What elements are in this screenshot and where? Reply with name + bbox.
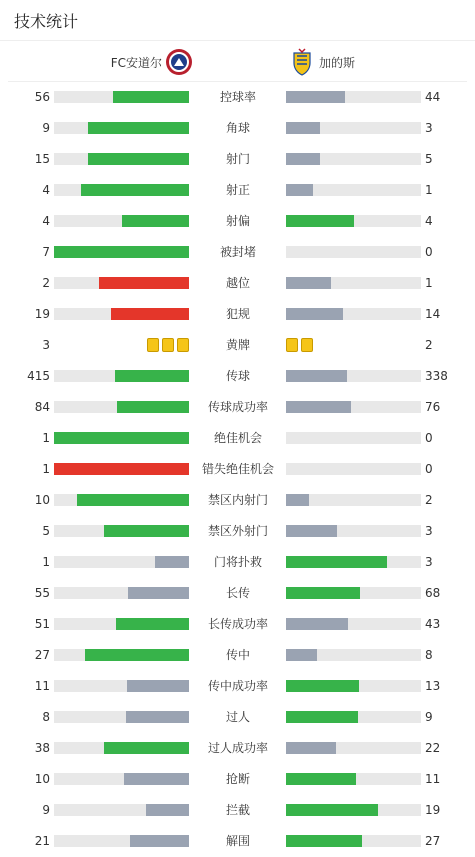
away-stat-bar-track [286,711,421,723]
away-stat-bar-track [286,184,421,196]
stat-label: 长传 [225,586,250,600]
away-stat-bar-track [286,773,421,785]
stat-label: 禁区内射门 [207,493,268,507]
away-stat-bar-track [286,215,421,227]
away-stat-bar-track [286,370,421,382]
stat-label: 控球率 [219,90,256,104]
stat-row [0,547,475,578]
away-stat-bar [286,184,313,196]
home-stat-bar [116,618,189,630]
stat-row [0,330,475,361]
stat-label: 解围 [225,834,250,848]
stat-row [0,516,475,547]
away-stat-bar [286,587,360,599]
stat-label: 越位 [225,276,250,290]
yellow-card-icon [286,338,298,352]
stat-label: 错失绝佳机会 [201,462,274,476]
away-stat-bar-track [286,308,421,320]
away-stat-bar [286,277,331,289]
stat-label: 被封堵 [219,245,256,259]
home-stat-bar-track [54,184,189,196]
away-stat-bar-track [286,91,421,103]
away-stat-value: 22 [425,741,441,755]
home-stat-bar-track [54,711,189,723]
away-stat-value: 0 [425,431,433,445]
away-stat-bar [286,680,359,692]
away-stat-bar [286,742,336,754]
home-stat-bar-track [54,494,189,506]
away-stat-value: 3 [425,555,433,569]
stats-list [0,82,475,857]
away-stat-bar [286,401,351,413]
home-stat-value: 9 [42,803,50,817]
home-stat-value: 8 [42,710,50,724]
stat-label: 长传成功率 [207,617,268,631]
away-stat-bar-track [286,556,421,568]
home-stat-value: 27 [34,648,50,662]
stat-label: 传中 [225,648,250,662]
home-stat-bar-track [54,91,189,103]
away-stat-value: 1 [425,276,433,290]
home-stat-bar [115,370,189,382]
home-stat-bar [146,804,189,816]
home-stat-bar-track [54,401,189,413]
home-stat-value: 15 [34,152,50,166]
stat-row [0,206,475,237]
home-stat-value: 4 [42,183,50,197]
home-stat-bar-track [54,370,189,382]
stat-label: 传球成功率 [207,400,268,414]
home-stat-value: 1 [42,555,50,569]
stat-label: 门将扑救 [213,555,262,569]
home-stat-value: 9 [42,121,50,135]
home-stat-bar-track [54,308,189,320]
home-stat-value: 38 [34,741,50,755]
away-stat-bar [286,525,337,537]
home-stat-bar-track [54,618,189,630]
stat-label: 拦截 [225,803,250,817]
home-stat-bar-track [54,649,189,661]
home-stat-value: 19 [34,307,50,321]
stat-row [0,795,475,826]
home-stat-bar-track [54,835,189,847]
away-stat-value: 5 [425,152,433,166]
stat-label: 射门 [225,152,250,166]
home-stat-bar [88,153,189,165]
section-title: 技术统计 [14,12,79,31]
home-stat-bar [54,463,189,475]
yellow-card-icon [177,338,189,352]
away-stat-bar-track [286,680,421,692]
away-stat-bar-track [286,463,421,475]
away-stat-bar-track [286,649,421,661]
away-stat-bar [286,153,320,165]
stat-row [0,144,475,175]
stat-row [0,640,475,671]
home-stat-bar [85,649,189,661]
home-stat-bar [88,122,189,134]
home-stat-bar [128,587,189,599]
home-stat-bar [104,742,189,754]
away-stat-value: 2 [425,338,433,352]
home-stat-bar [130,835,189,847]
away-stat-bar-track [286,618,421,630]
home-stat-bar [104,525,189,537]
home-stat-bar [155,556,189,568]
away-stat-value: 0 [425,462,433,476]
stat-label: 黄牌 [225,338,250,352]
stat-label: 传球 [225,369,250,383]
teams-header [8,42,467,82]
home-stat-value: 84 [34,400,50,414]
home-stat-bar-track [54,215,189,227]
home-team[interactable] [111,48,192,76]
away-stat-bar-track [286,153,421,165]
away-stat-bar [286,804,378,816]
home-stat-bar [113,91,189,103]
away-stat-bar-track [286,122,421,134]
stat-label: 绝佳机会 [213,431,262,445]
home-yellow-cards [147,338,189,352]
home-stat-value: 10 [34,493,50,507]
stat-row [0,268,475,299]
away-stat-bar-track [286,494,421,506]
home-stat-bar-track [54,680,189,692]
home-stat-value: 11 [34,679,50,693]
cadiz-crest-icon [291,48,313,76]
home-stat-bar-track [54,804,189,816]
stat-row [0,113,475,144]
away-stat-value: 1 [425,183,433,197]
away-stat-value: 43 [425,617,441,631]
home-stat-bar-track [54,463,189,475]
home-stat-value: 4 [42,214,50,228]
home-stat-value: 1 [42,431,50,445]
stat-label: 犯规 [225,307,250,321]
away-stat-value: 8 [425,648,433,662]
away-stat-value: 68 [425,586,441,600]
home-stat-value: 7 [42,245,50,259]
home-team-name: FC安道尔 [110,55,162,70]
home-stat-value: 5 [42,524,50,538]
home-stat-bar-track [54,432,189,444]
away-stat-bar [286,308,343,320]
home-stat-bar [54,246,189,258]
stat-row [0,733,475,764]
stat-row [0,671,475,702]
away-stat-value: 14 [425,307,441,321]
home-stat-value: 2 [42,276,50,290]
stat-label: 过人 [225,710,250,724]
yellow-card-icon [162,338,174,352]
home-stat-value: 56 [34,90,50,104]
fc-andorra-crest-icon [166,49,192,75]
away-team[interactable] [291,48,355,76]
away-stat-bar [286,215,354,227]
home-stat-bar-track [54,153,189,165]
divider [0,40,475,41]
home-stat-value: 55 [34,586,50,600]
away-stat-value: 44 [425,90,441,104]
stat-label: 射偏 [225,214,250,228]
away-stat-bar [286,711,358,723]
home-stat-bar [99,277,189,289]
away-stat-bar [286,835,362,847]
away-stat-bar [286,773,356,785]
stat-label: 过人成功率 [207,741,268,755]
home-stat-bar-track [54,556,189,568]
home-stat-bar [54,432,189,444]
stat-row [0,392,475,423]
away-stat-bar [286,370,347,382]
home-stat-bar-track [54,773,189,785]
away-stat-bar [286,122,320,134]
home-stat-bar-track [54,525,189,537]
stat-row [0,609,475,640]
away-stat-bar [286,649,317,661]
stat-row [0,175,475,206]
stat-row [0,826,475,857]
away-stat-bar-track [286,432,421,444]
yellow-card-icon [301,338,313,352]
away-stat-bar-track [286,587,421,599]
away-stat-bar [286,556,387,568]
away-stat-value: 13 [425,679,441,693]
away-stat-value: 9 [425,710,433,724]
away-stat-value: 0 [425,245,433,259]
stat-label: 禁区外射门 [207,524,268,538]
stat-row [0,237,475,268]
yellow-card-icon [147,338,159,352]
home-stat-bar-track [54,742,189,754]
home-stat-bar [111,308,189,320]
away-stat-value: 3 [425,121,433,135]
away-stat-value: 27 [425,834,441,848]
stat-row [0,82,475,113]
away-stat-bar-track [286,742,421,754]
away-stat-bar-track [286,804,421,816]
away-stat-bar-track [286,525,421,537]
away-stat-value: 4 [425,214,433,228]
home-stat-bar [127,680,189,692]
away-stat-value: 76 [425,400,441,414]
home-stat-value: 21 [34,834,50,848]
away-stat-bar [286,494,309,506]
home-stat-value: 10 [34,772,50,786]
away-yellow-cards [286,338,313,352]
stat-label: 射正 [225,183,250,197]
home-stat-bar-track [54,246,189,258]
stat-row [0,578,475,609]
home-stat-bar-track [54,122,189,134]
home-stat-value: 1 [42,462,50,476]
away-team-name: 加的斯 [319,55,356,70]
away-stat-value: 3 [425,524,433,538]
away-stat-bar [286,91,345,103]
home-stat-bar [126,711,189,723]
away-stat-bar-track [286,246,421,258]
home-stat-value: 415 [27,369,50,383]
home-stat-bar [124,773,189,785]
stat-label: 抢断 [225,772,250,786]
home-stat-bar [81,184,189,196]
stat-label: 角球 [225,121,250,135]
stat-row [0,764,475,795]
home-stat-bar [122,215,190,227]
stat-row [0,702,475,733]
stat-row [0,299,475,330]
stat-row [0,454,475,485]
home-stat-bar [117,401,189,413]
away-stat-bar-track [286,401,421,413]
away-stat-bar-track [286,835,421,847]
away-stat-bar [286,618,348,630]
away-stat-value: 338 [425,369,448,383]
away-stat-value: 2 [425,493,433,507]
stat-row [0,485,475,516]
stat-row [0,423,475,454]
home-stat-bar-track [54,587,189,599]
home-stat-value: 3 [42,338,50,352]
away-stat-value: 11 [425,772,441,786]
away-stat-value: 19 [425,803,441,817]
stat-label: 传中成功率 [207,679,268,693]
home-stat-value: 51 [34,617,50,631]
home-stat-bar-track [54,277,189,289]
stat-row [0,361,475,392]
away-stat-bar-track [286,277,421,289]
home-stat-bar [77,494,189,506]
